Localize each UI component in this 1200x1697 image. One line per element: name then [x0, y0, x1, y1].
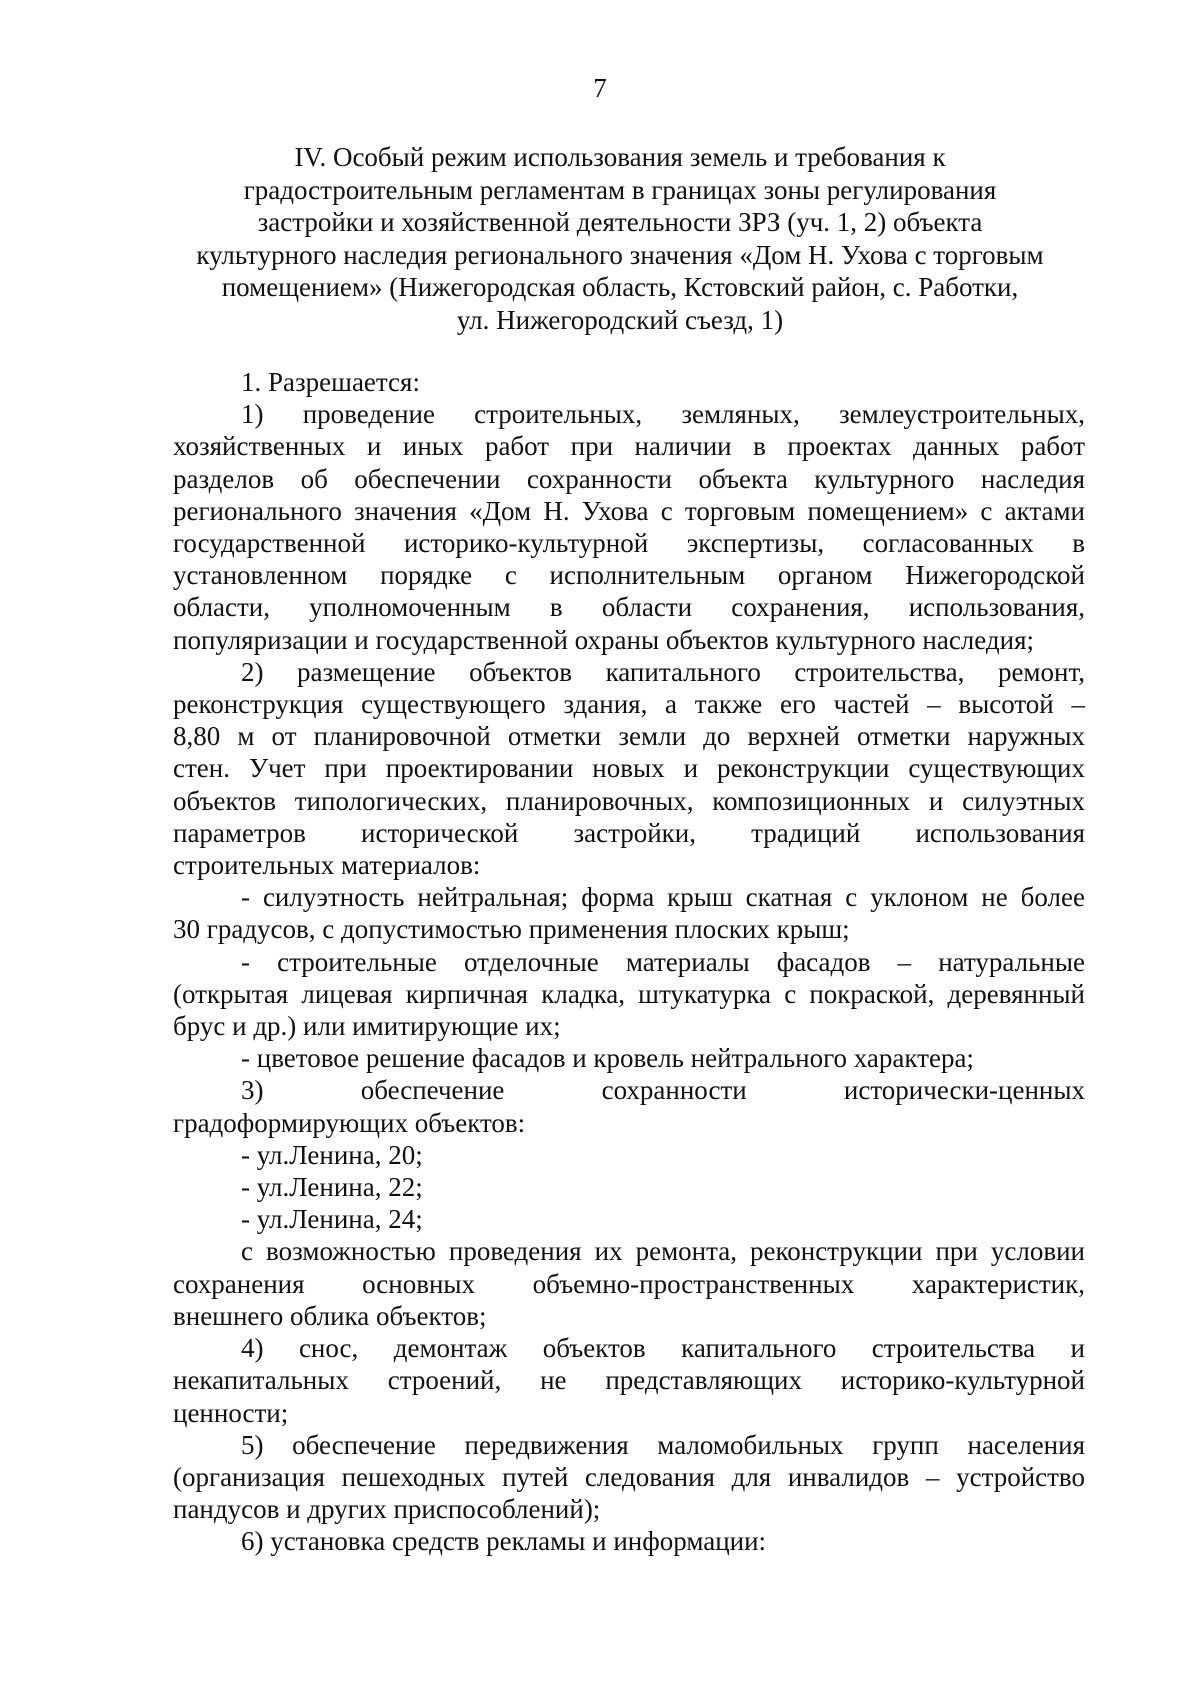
section-heading — [170, 141, 1070, 336]
text-line: регионального значения «Дом Н. Ухова с торговым помещением» с актами — [173, 495, 1085, 526]
page-number: 7 — [593, 73, 607, 103]
text-line: 1) проведение строительных, земляных, землеустроительных, — [241, 399, 1085, 430]
text-line: (организация пешеходных путей следования для инвалидов – устройство — [173, 1461, 1085, 1492]
text-line: 1. Разрешается: — [241, 367, 420, 397]
text-line: - строительные отделочные материалы фасадов – натуральные — [241, 946, 1085, 977]
document-body — [173, 366, 1085, 1558]
text-line: (открытая лицевая кирпичная кладка, штукатурка с покраской, деревянный — [173, 978, 1085, 1009]
paragraph — [173, 1429, 1085, 1526]
heading-line: застройки и хозяйственной деятельности ЗРЗ (уч. 1, 2) объекта — [257, 207, 983, 237]
text-line: внешнего облика объектов; — [173, 1300, 487, 1331]
paragraph — [173, 366, 1085, 398]
text-line: объектов типологических, планировочных, композиционных и силуэтных — [173, 785, 1085, 816]
paragraph — [173, 1074, 1085, 1138]
paragraph — [173, 398, 1085, 656]
paragraph — [173, 946, 1085, 1043]
text-line: ценности; — [173, 1397, 289, 1428]
text-line: установленном порядке с исполнительным органом Нижегородской — [173, 560, 1085, 591]
text-line: строительных материалов: — [173, 850, 481, 881]
paragraph — [173, 1525, 1085, 1557]
text-line: - силуэтность нейтральная; форма крыш скатная с уклоном не более — [241, 882, 1085, 913]
text-line: реконструкция существующего здания, а также его частей – высотой – — [173, 689, 1085, 720]
text-line: брус и др.) или имитирующие их; — [173, 1011, 561, 1042]
text-line: 3) обеспечение сохранности исторически-ценных — [241, 1075, 1085, 1106]
paragraph — [173, 1203, 1085, 1235]
paragraph — [173, 656, 1085, 881]
text-line: некапитальных строений, не представляющих историко-культурной — [173, 1365, 1085, 1396]
text-line: параметров исторической застройки, традиций использования — [173, 817, 1085, 848]
text-line: популяризации и государственной охраны объектов культурного наследия; — [173, 624, 1035, 655]
text-line: - цветовое решение фасадов и кровель нейтрального характера; — [241, 1043, 974, 1074]
paragraph — [173, 1042, 1085, 1074]
text-line: с возможностью проведения их ремонта, реконструкции при условии — [241, 1236, 1085, 1267]
text-line: 4) снос, демонтаж объектов капитального строительства и — [241, 1333, 1085, 1364]
text-line: - ул.Ленина, 22; — [241, 1172, 423, 1203]
heading-line: культурного наследия регионального значения «Дом Н. Ухова с торговым — [196, 239, 1044, 270]
text-line: 6) установка средств рекламы и информации: — [241, 1526, 767, 1557]
text-line: пандусов и других приспособлений); — [173, 1494, 601, 1525]
heading-line: ул. Нижегородский съезд, 1) — [456, 304, 784, 335]
paragraph — [173, 1171, 1085, 1203]
text-line: градоформирующих объектов: — [173, 1107, 526, 1138]
text-line: - ул.Ленина, 20; — [241, 1139, 423, 1170]
heading-line: помещением» (Нижегородская область, Кстовский район, с. Работки, — [221, 272, 1019, 302]
text-line: - ул.Ленина, 24; — [241, 1204, 423, 1235]
text-line: государственной историко-культурной экспертизы, согласованных в — [173, 528, 1085, 559]
paragraph — [173, 1139, 1085, 1171]
text-line: хозяйственных и иных работ при наличии в проектах данных работ — [173, 431, 1085, 462]
text-line: 5) обеспечение передвижения маломобильных групп населения — [241, 1429, 1085, 1460]
heading-line: градостроительным регламентам в границах зоны регулирования — [243, 174, 997, 205]
paragraph — [173, 881, 1085, 945]
text-line: разделов об обеспечении сохранности объекта культурного наследия — [173, 463, 1085, 494]
paragraph — [173, 1235, 1085, 1332]
text-line: стен. Учет при проектировании новых и реконструкции существующих — [173, 753, 1085, 784]
paragraph — [173, 1332, 1085, 1429]
heading-line: IV. Особый режим использования земель и требования к — [294, 142, 946, 172]
text-line: 2) размещение объектов капитального строительства, ремонт, — [241, 656, 1085, 687]
text-line: 30 градусов, с допустимостью применения плоских крыш; — [173, 914, 850, 945]
text-line: области, уполномоченным в области сохранения, использования, — [173, 592, 1085, 623]
text-line: 8,80 м от планировочной отметки земли до верхней отметки наружных — [173, 721, 1085, 752]
text-line: сохранения основных объемно-пространственных характеристик, — [173, 1268, 1085, 1299]
